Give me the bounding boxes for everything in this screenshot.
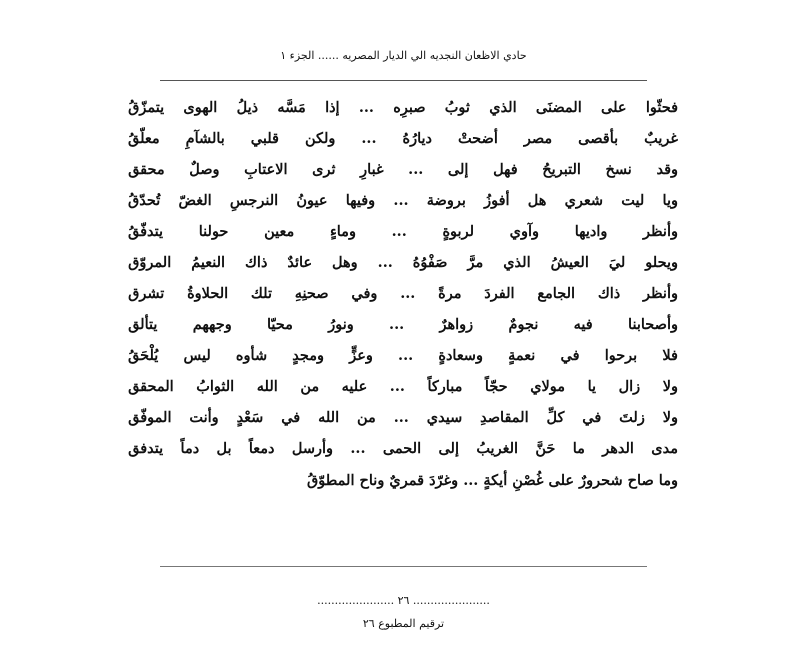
header-divider — [160, 80, 647, 81]
verse-word: وصلٌ — [189, 161, 220, 178]
verse-word: الاعتابِ — [244, 161, 288, 178]
verse-word: زواهرٌ — [439, 316, 474, 333]
verse-word: ليت — [621, 192, 645, 209]
verse-word: تلك — [250, 285, 272, 302]
verse-word: وأنت — [189, 409, 219, 426]
verse-word: ذاك — [244, 254, 268, 271]
verse-word: المضنَى — [535, 99, 582, 116]
poem-verse — [128, 154, 678, 185]
verse-word: من — [300, 378, 320, 395]
poem-verse — [128, 309, 678, 340]
verse-word: مولاي — [530, 378, 566, 395]
verse-word: واديها — [574, 223, 608, 240]
verse-word: مرةً — [438, 285, 462, 302]
verse-word: تُحدّقُ — [128, 192, 161, 209]
verse-word: ... — [358, 99, 374, 116]
footer-divider — [160, 566, 647, 567]
verse-word: نعمةٍ — [508, 347, 536, 364]
verse-word: عائدٌ — [287, 254, 313, 271]
verse-word: من — [357, 409, 376, 426]
verse-word: ثرى — [312, 161, 336, 178]
verse-word: وأنظر — [643, 285, 678, 302]
verse-word: الغضّ — [178, 192, 212, 209]
verse-word: وآوي — [509, 223, 540, 240]
verse-word: ولا — [662, 378, 678, 395]
verse-word: الفردَ — [484, 285, 515, 302]
verse-word: ولكن — [304, 130, 336, 147]
verse-word: وقد — [656, 161, 678, 178]
poem-verse — [128, 433, 678, 464]
verse-word: الذي — [503, 254, 531, 271]
verse-word: حَنَّ — [535, 440, 556, 457]
verse-word: الحمى — [382, 440, 422, 457]
verse-word: الدهر — [602, 440, 634, 457]
print-page-number: ترقيم المطبوع ٢٦ — [362, 617, 445, 630]
verse-word: أضحتْ — [457, 130, 498, 147]
verse-word: ثوبُ — [444, 99, 470, 116]
verse-word: ولا — [662, 409, 678, 426]
verse-word: إذا — [325, 99, 340, 116]
verse-word: الله — [318, 409, 340, 426]
verse-word: أفوزُ — [484, 192, 510, 209]
verse-word: قلبي — [250, 130, 279, 147]
verse-word: ليَ — [608, 254, 626, 271]
verse-word: مرَّ — [467, 254, 484, 271]
verse-word: ... — [350, 440, 366, 457]
poem-verse — [128, 185, 678, 216]
verse-word: ... — [393, 409, 409, 426]
verse-word: الهوى — [183, 99, 218, 116]
verse-word: في — [582, 409, 602, 426]
verse-word: وأنظر — [643, 223, 678, 240]
verse-word: وأصحابنا — [628, 316, 678, 333]
verse-word: ويا — [662, 192, 678, 209]
verse-word: محيّا — [267, 316, 293, 333]
verse-word: نسخ — [605, 161, 632, 178]
verse-word: يتدفق — [128, 440, 164, 457]
verse-word: شأوه — [235, 347, 268, 364]
running-header: حادي الاظعان النجديه الي الديار المصريه ...... الجزء ١ — [280, 49, 527, 62]
verse-word: ويحلو — [645, 254, 678, 271]
verse-word: في — [560, 347, 580, 364]
verse-word: النعيمُ — [191, 254, 226, 271]
poem-verse — [128, 216, 678, 247]
verse-word: صحنِهِ — [294, 285, 329, 302]
verse-word: ... — [389, 378, 405, 395]
verse-word: يتألق — [128, 316, 158, 333]
verse-word: بروضة — [426, 192, 466, 209]
verse-word: زال — [618, 378, 641, 395]
verse-word: إلى — [447, 161, 469, 178]
verse-word: على — [601, 99, 627, 116]
verse-word: سَعْدٍ — [236, 409, 264, 426]
poem-verse — [128, 92, 678, 123]
verse-word: ... — [391, 223, 407, 240]
verse-word: وسعادةٍ — [438, 347, 483, 364]
verse-word: يتمزّقُ — [128, 99, 165, 116]
verse-word: ونورُ — [328, 316, 354, 333]
verse-word: محقق — [128, 161, 165, 178]
verse-word: نجومٌ — [508, 316, 539, 333]
verse-word: مباركاً — [427, 378, 463, 395]
verse-word: سيدي — [426, 409, 463, 426]
verse-word: الذي — [489, 99, 517, 116]
verse-word: لربوةٍ — [442, 223, 474, 240]
verse-word: بأقصى — [578, 130, 619, 147]
verse-word: غبارِ — [360, 161, 384, 178]
verse-word: دماً — [180, 440, 200, 457]
verse-word: عيونُ — [296, 192, 328, 209]
verse-word: العيشُ — [550, 254, 589, 271]
verse-word: ... — [377, 254, 393, 271]
verse-word: معين — [264, 223, 295, 240]
verse-word: الحلاوةُ — [187, 285, 229, 302]
verse-word: مصر — [523, 130, 553, 147]
verse-word: يا — [587, 378, 597, 395]
verse-word: المقاصدِ — [480, 409, 529, 426]
verse-word: تشرق — [128, 285, 165, 302]
verse-word: الجامع — [537, 285, 576, 302]
verse-word: غريبٌ — [644, 130, 678, 147]
verse-word: ... — [361, 130, 377, 147]
verse-word: بل — [216, 440, 232, 457]
verse-word: يتدفّقُ — [128, 223, 164, 240]
verse-word: في — [281, 409, 301, 426]
poem-last-verse-container — [128, 465, 678, 496]
verse-word: حجّاً — [484, 378, 508, 395]
verse-word: ... — [393, 192, 409, 209]
verse-word: ... — [408, 161, 424, 178]
verse-word: زلتَ — [619, 409, 645, 426]
verse-word: يُلْحَقُ — [128, 347, 159, 364]
verse-word: النرجسِ — [229, 192, 279, 209]
verse-word: وأرسل — [291, 440, 334, 457]
verse-word: الله — [256, 378, 278, 395]
verse-word: وماءٍ — [329, 223, 356, 240]
verse-word: كلِّ — [546, 409, 565, 426]
verse-word: ديارُهُ — [402, 130, 432, 147]
verse-word: فحثّوا — [645, 99, 678, 116]
verse-word: ... — [400, 285, 416, 302]
verse-word: صَفْوُهُ — [412, 254, 448, 271]
verse-word: إلى — [438, 440, 459, 457]
verse-word: وفيها — [345, 192, 376, 209]
verse-word: وهل — [332, 254, 358, 271]
verse-word: المحقق — [128, 378, 174, 395]
verse-word: مَسَّه — [277, 99, 306, 116]
verse-word: عليه — [341, 378, 368, 395]
poem-verse — [128, 278, 678, 309]
verse-word: الموفّق — [128, 409, 172, 426]
poem-verse — [128, 340, 678, 371]
verse-word: وعزٍّ — [349, 347, 373, 364]
verse-word: وجههم — [192, 316, 232, 333]
verse-word: معلّقُ — [128, 130, 160, 147]
verse-word: صبرِه — [393, 99, 426, 116]
verse-word: المروّق — [128, 254, 172, 271]
verse-word: ذاك — [597, 285, 621, 302]
verse-word: التبريحُ — [542, 161, 581, 178]
poem-last-verse: وما صاح شحرورٌ على غُصْنِ أيكةٍ ... وغرّدَ قمريٌ وناح المطوّقُ — [307, 472, 678, 489]
verse-word: وفي — [351, 285, 378, 302]
verse-word: حولنا — [198, 223, 229, 240]
verse-word: مدى — [651, 440, 678, 457]
verse-word: هل — [527, 192, 547, 209]
page-number: ...................... ٢٦ ...................... — [317, 594, 490, 607]
verse-word: برحوا — [604, 347, 638, 364]
verse-word: الثوابُ — [196, 378, 235, 395]
poem-verse — [128, 123, 678, 154]
verse-word: ... — [389, 316, 405, 333]
verse-word: ليس — [183, 347, 211, 364]
poem-verse — [128, 247, 678, 278]
verse-word: ذيلُ — [236, 99, 259, 116]
verse-word: الغريبُ — [476, 440, 519, 457]
verse-word: ... — [398, 347, 414, 364]
verse-word: ما — [572, 440, 585, 457]
verse-word: دمعاً — [248, 440, 275, 457]
verse-word: بالشآمِ — [185, 130, 225, 147]
verse-word: ومجدٍ — [292, 347, 325, 364]
poem-verse — [128, 402, 678, 433]
verse-word: شعري — [564, 192, 604, 209]
verse-word: فلا — [662, 347, 678, 364]
verse-word: فهل — [493, 161, 518, 178]
verse-word: فيه — [573, 316, 593, 333]
poem-verse — [128, 371, 678, 402]
poem-body — [128, 92, 678, 464]
